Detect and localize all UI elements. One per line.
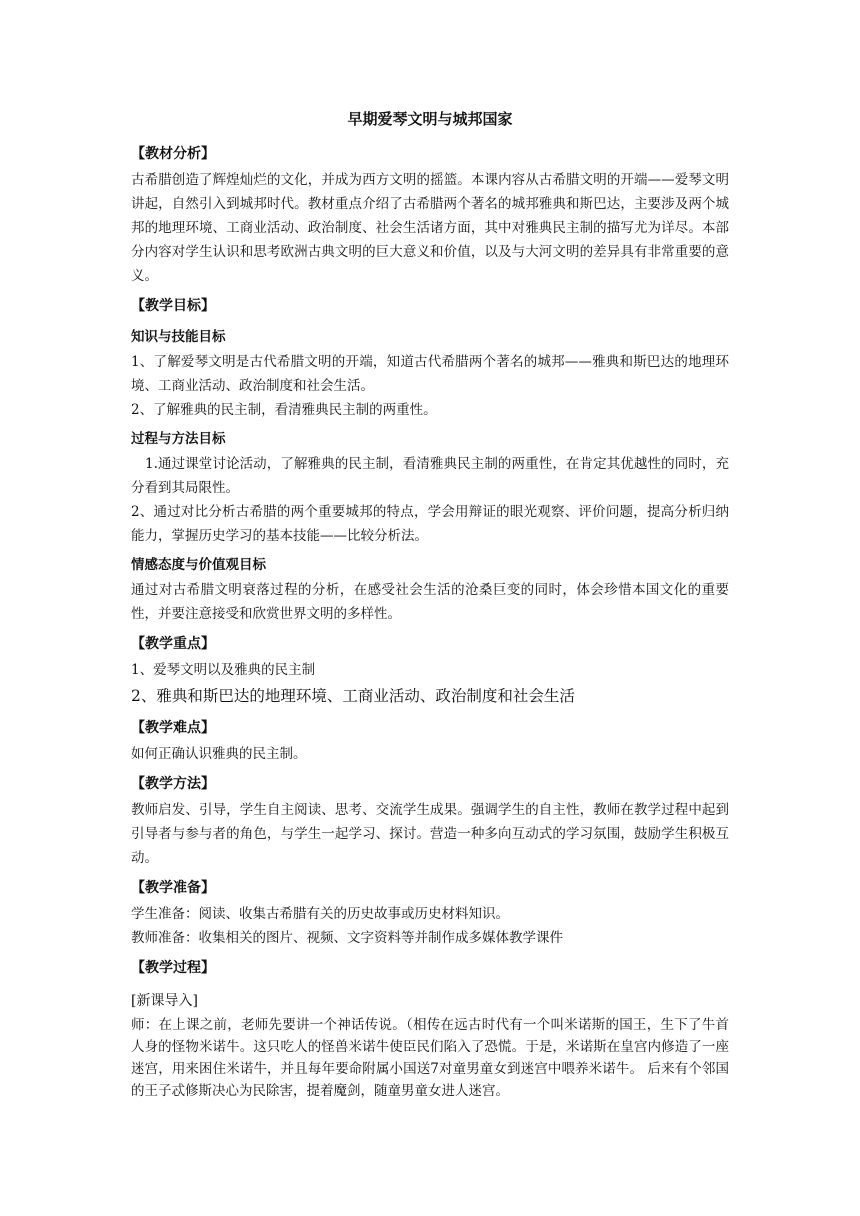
- goals-heading: 【教学目标】: [131, 298, 215, 314]
- teacher-preparation: 教师准备：收集相关的图片、视频、文字资料等并制作成多媒体教学课件: [131, 930, 563, 946]
- key-points-heading: 【教学重点】: [131, 636, 215, 652]
- key-point-item: 1、爱琴文明以及雅典的民主制: [131, 662, 316, 678]
- preparation-heading: 【教学准备】: [131, 880, 215, 896]
- knowledge-goals-heading: 知识与技能目标: [131, 329, 226, 345]
- process-goals-heading: 过程与方法目标: [131, 431, 226, 447]
- knowledge-goal-item: 1、了解爱琴文明是古代希腊文明的开端，知道古代希腊两个著名的城邦——雅典和斯巴达的地理环境、工商业活动、政治制度和社会生活。: [131, 354, 729, 394]
- analysis-heading: 【教材分析】: [131, 146, 215, 162]
- student-preparation: 学生准备：阅读、收集古希腊有关的历史故事或历史材料知识。: [131, 906, 509, 922]
- teaching-process-heading: 【教学过程】: [131, 960, 215, 976]
- emotion-goal-text: 通过对古希腊文明衰落过程的分析，在感受社会生活的沧桑巨变的同时，体会珍惜本国文化的重要性，并要注意接受和欣赏世界文明的多样性。: [131, 582, 729, 622]
- document-body: [131, 104, 729, 1102]
- document-title: 早期爱琴文明与城邦国家: [347, 110, 513, 128]
- knowledge-goal-item: 2、了解雅典的民主制，看清雅典民主制的两重性。: [131, 402, 437, 418]
- process-goal-item: 2、通过对比分析古希腊的两个重要城邦的特点，学会用辩证的眼光观察、评价问题，提高分析归纳能力，掌握历史学习的基本技能——比较分析法。: [131, 504, 729, 544]
- key-point-item: 2、雅典和斯巴达的地理环境、工商业活动、政治制度和社会生活: [131, 687, 575, 705]
- analysis-text: 古希腊创造了辉煌灿烂的文化，并成为西方文明的摇篮。本课内容从古希腊文明的开端——爱琴文明讲起，自然引入到城邦时代。教材重点介绍了古希腊两个著名的城邦雅典和斯巴达，主要涉及两个城邦的地理环境、工商业活动、政治制度、社会生活诸方面，其中对雅典民主制的描写尤为详尽。本部分内容对学生认识和思考欧洲古典文明的巨大意义和价值，以及与大河文明的差异具有非常重要的意义。: [131, 172, 729, 284]
- intro-text: 师：在上课之前，老师先要讲一个神话传说。（相传在远古时代有一个叫米诺斯的国王，生下了牛首人身的怪物米诺牛。这只吃人的怪兽米诺牛使臣民们陷入了恐慌。于是，米诺斯在皇宫内修造了一座迷宫，用来困住米诺牛，并且每年要命附属小国送7对童男童女到迷宫中喂养米诺牛。 后来有个邻国的王子忒修斯决心为民除害，提着魔剑，随童男童女进人迷宫。: [131, 1017, 729, 1099]
- difficulties-heading: 【教学难点】: [131, 720, 215, 736]
- difficulties-text: 如何正确认识雅典的民主制。: [131, 746, 307, 762]
- methods-text: 教师启发、引导，学生自主阅读、思考、交流学生成果。强调学生的自主性，教师在教学过程中起到引导者与参与者的角色，与学生一起学习、探讨。营造一种多向互动式的学习氛围，鼓励学生积极互动。: [131, 802, 729, 866]
- intro-heading: [新课导入]: [131, 993, 198, 1009]
- process-goal-item: 1.通过课堂讨论活动，了解雅典的民主制，看清雅典民主制的两重性，在肯定其优越性的同时，充分看到其局限性。: [131, 456, 729, 496]
- methods-heading: 【教学方法】: [131, 776, 215, 792]
- emotion-goals-heading: 情感态度与价值观目标: [131, 557, 266, 573]
